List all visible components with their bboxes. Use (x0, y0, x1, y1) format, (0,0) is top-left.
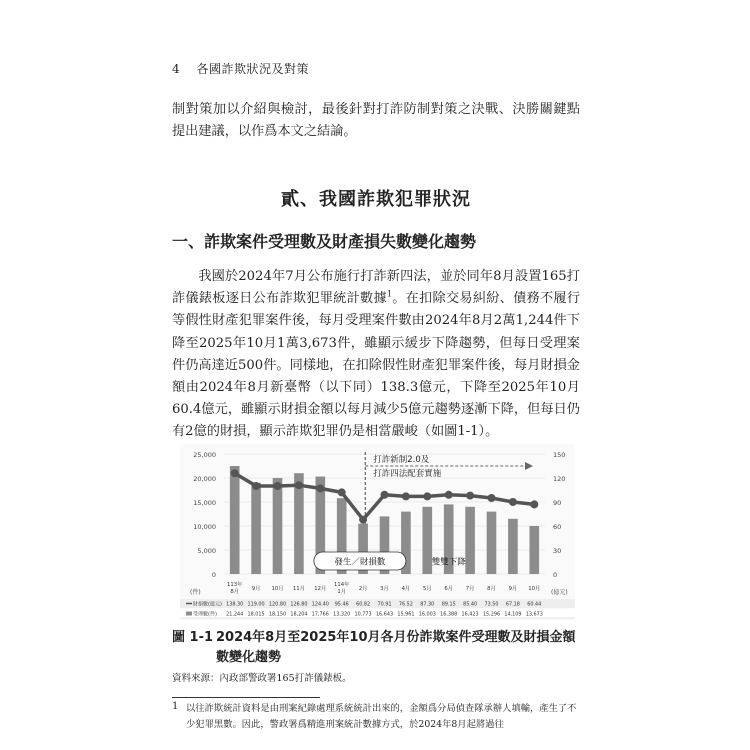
line-point-losses-5 (338, 488, 346, 496)
x-tick-label: 6月 (444, 586, 454, 592)
line-point-losses-10 (445, 491, 453, 499)
legend-label-losses: 財損數(億元) (193, 601, 222, 608)
line-point-losses-2 (274, 482, 282, 490)
x-tick-label: 10月 (271, 586, 284, 592)
x-tick-label: 5月 (422, 586, 432, 592)
data-label-cases: 13,320 (333, 611, 351, 618)
bar-cases-11 (465, 507, 475, 574)
left-axis-tick-label: 10,000 (193, 523, 216, 531)
line-point-losses-12 (488, 494, 496, 502)
figure-caption-text: 2024年8月至2025年10月各月份詐欺案件受理數及財損金額數變化趨勢 (216, 630, 576, 665)
x-tick-label: 3月 (380, 586, 389, 592)
data-label-losses: 70.91 (377, 601, 392, 608)
line-point-losses-13 (509, 498, 517, 506)
right-axis-tick-label: 60 (553, 523, 562, 531)
data-label-losses: 95.46 (334, 601, 349, 608)
bar-cases-9 (422, 507, 432, 574)
line-point-losses-3 (295, 481, 303, 489)
bar-cases-0 (230, 466, 240, 574)
data-label-losses: 67.18 (505, 601, 520, 608)
bar-cases-1 (251, 483, 261, 574)
data-label-losses: 60.82 (356, 601, 371, 608)
right-axis-unit: (億元) (551, 589, 568, 596)
footnote-reference[interactable]: 1 (386, 289, 392, 299)
data-label-cases: 16,423 (461, 611, 479, 618)
right-axis-tick-label: 0 (553, 571, 558, 579)
figure-caption (172, 628, 580, 668)
line-point-losses-4 (316, 484, 324, 492)
footnote-rule (172, 697, 320, 698)
data-label-cases: 16,388 (440, 611, 458, 618)
bar-cases-12 (487, 512, 497, 574)
chart-figure (180, 444, 575, 624)
left-axis-tick-label: 20,000 (193, 475, 216, 483)
trend-annotation-text: 雙雙下降 (431, 557, 466, 568)
footnote (172, 701, 582, 733)
x-tick-label: 12月 (314, 586, 327, 592)
right-axis-tick-label: 120 (553, 475, 566, 483)
data-label-cases: 18,015 (247, 611, 265, 618)
left-axis-tick-label: 15,000 (193, 499, 216, 507)
legend-label-cases: 受理數(件) (193, 611, 217, 618)
source-note: 資料來源：內政部警政署165打詐儀錶板。 (172, 673, 352, 684)
line-point-losses-9 (423, 492, 431, 500)
x-tick-label: 4月 (401, 586, 411, 592)
left-axis-tick-label: 25,000 (193, 451, 216, 459)
data-label-cases: 10,773 (354, 611, 372, 618)
data-label-losses: 85.40 (463, 601, 478, 608)
right-axis-tick-label: 30 (553, 547, 562, 555)
data-label-cases: 14,109 (504, 611, 522, 618)
line-point-losses-11 (466, 492, 474, 500)
x-tick-label: 10月 (528, 586, 541, 592)
line-point-losses-14 (530, 500, 538, 508)
x-tick-label: 1月 (337, 589, 347, 595)
data-label-cases: 16,003 (418, 611, 436, 618)
data-label-cases: 21,244 (226, 611, 244, 618)
data-label-cases: 17,766 (311, 611, 329, 618)
legend-swatch-cases (186, 612, 192, 616)
data-label-losses: 126.80 (290, 601, 308, 608)
intro-paragraph: 制對策加以介紹與檢討，最後針對打詐防制對策之決戰、決勝關鍵點提出建議，以作爲本文之結論。 (172, 102, 580, 140)
x-tick-label: 2月 (358, 586, 368, 592)
line-point-losses-0 (231, 469, 239, 477)
footnote-text: 以往詐欺統計資料是由刑案紀錄處理系統統計出來的，金額爲分局偵查隊承辦人填輸，產生了不少犯罪黑數。因此，警政署爲精進刑案統計數據方式，於2024年8月起將過往 (186, 703, 577, 730)
data-label-losses: 73.50 (484, 601, 499, 608)
data-label-cases: 15,961 (397, 611, 415, 618)
data-label-losses: 138.30 (226, 601, 244, 608)
figure-caption-label: 圖 1-1 (172, 630, 214, 645)
bar-cases-14 (529, 526, 539, 574)
right-axis-tick-label: 150 (553, 451, 566, 459)
data-label-losses: 120.80 (268, 601, 287, 608)
left-axis-tick-label: 0 (211, 571, 216, 579)
policy-annotation-line2: 打詐四法配套實施 (373, 469, 442, 479)
data-label-losses: 76.52 (398, 601, 413, 608)
bar-cases-13 (508, 519, 518, 574)
data-label-cases: 18,204 (290, 611, 308, 618)
line-point-losses-7 (381, 491, 389, 499)
data-label-losses: 119.00 (247, 601, 265, 608)
policy-annotation-line1: 打詐新制2.0及 (373, 455, 430, 465)
body-paragraph (172, 266, 580, 444)
data-label-losses: 89.15 (441, 601, 456, 608)
x-tick-label-year: 113年 (226, 582, 243, 588)
data-label-cases: 16,643 (375, 611, 394, 618)
x-tick-label-year: 114年 (333, 582, 350, 588)
x-tick-label: 8月 (487, 586, 496, 592)
body-text-part2: 。在扣除交易糾紛、債務不履行等假性財產犯罪案件後，每月受理案件數由2024年8月2萬1,244件下降至2025年10月1萬3,673件，雖顯示緩步下降趨勢，但每日受理案件仍高達近500件。同樣地，在扣除假性財產犯罪案件後，每月財損金額由2024年8月新臺幣（以下同）138.3億元，下降至2025年10月60.4億元，雖顯示財損金額以每月減少5億元趨勢逐漸下降，但每日仍有2億的財損，顯示詐欺犯罪仍是相當嚴峻（如圖1-1）。 (172, 291, 581, 440)
legend-annotation-text: 發生／財損數 (334, 557, 386, 568)
x-tick-label: 8月 (230, 589, 240, 595)
left-axis-tick-label: 5,000 (197, 547, 216, 555)
body-text-part1: 我國於2024年7月公布施行打詐新四法，並於同年8月設置165打詐儀錶板逐日公布詐欺犯罪統計數據 (172, 269, 580, 307)
data-label-losses: 87.30 (420, 601, 435, 608)
data-label-losses: 124.40 (311, 601, 329, 608)
data-label-losses: 60.44 (527, 601, 542, 608)
line-point-losses-8 (402, 492, 410, 500)
x-tick-label: 9月 (251, 586, 261, 592)
line-point-losses-6 (359, 516, 367, 524)
subsection-heading: 一、詐欺案件受理數及財產損失數變化趨勢 (172, 232, 477, 251)
x-tick-label: 11月 (292, 586, 305, 592)
section-heading: 貳、我國詐欺犯罪狀況 (281, 189, 471, 210)
footnote-number: 1 (172, 701, 179, 712)
page-number: 4 (172, 62, 181, 76)
data-label-cases: 15,296 (482, 611, 501, 618)
running-header (172, 60, 309, 77)
bar-cases-2 (273, 478, 283, 574)
book-title: 各國詐欺狀況及對策 (196, 62, 309, 76)
right-axis-tick-label: 90 (553, 499, 562, 507)
data-label-cases: 13,673 (525, 611, 543, 618)
left-axis-unit: (件) (190, 589, 201, 596)
chart-svg (180, 444, 575, 620)
data-label-cases: 18,150 (268, 611, 287, 618)
line-point-losses-1 (252, 482, 260, 490)
x-tick-label: 7月 (465, 586, 475, 592)
x-tick-label: 9月 (508, 586, 518, 592)
